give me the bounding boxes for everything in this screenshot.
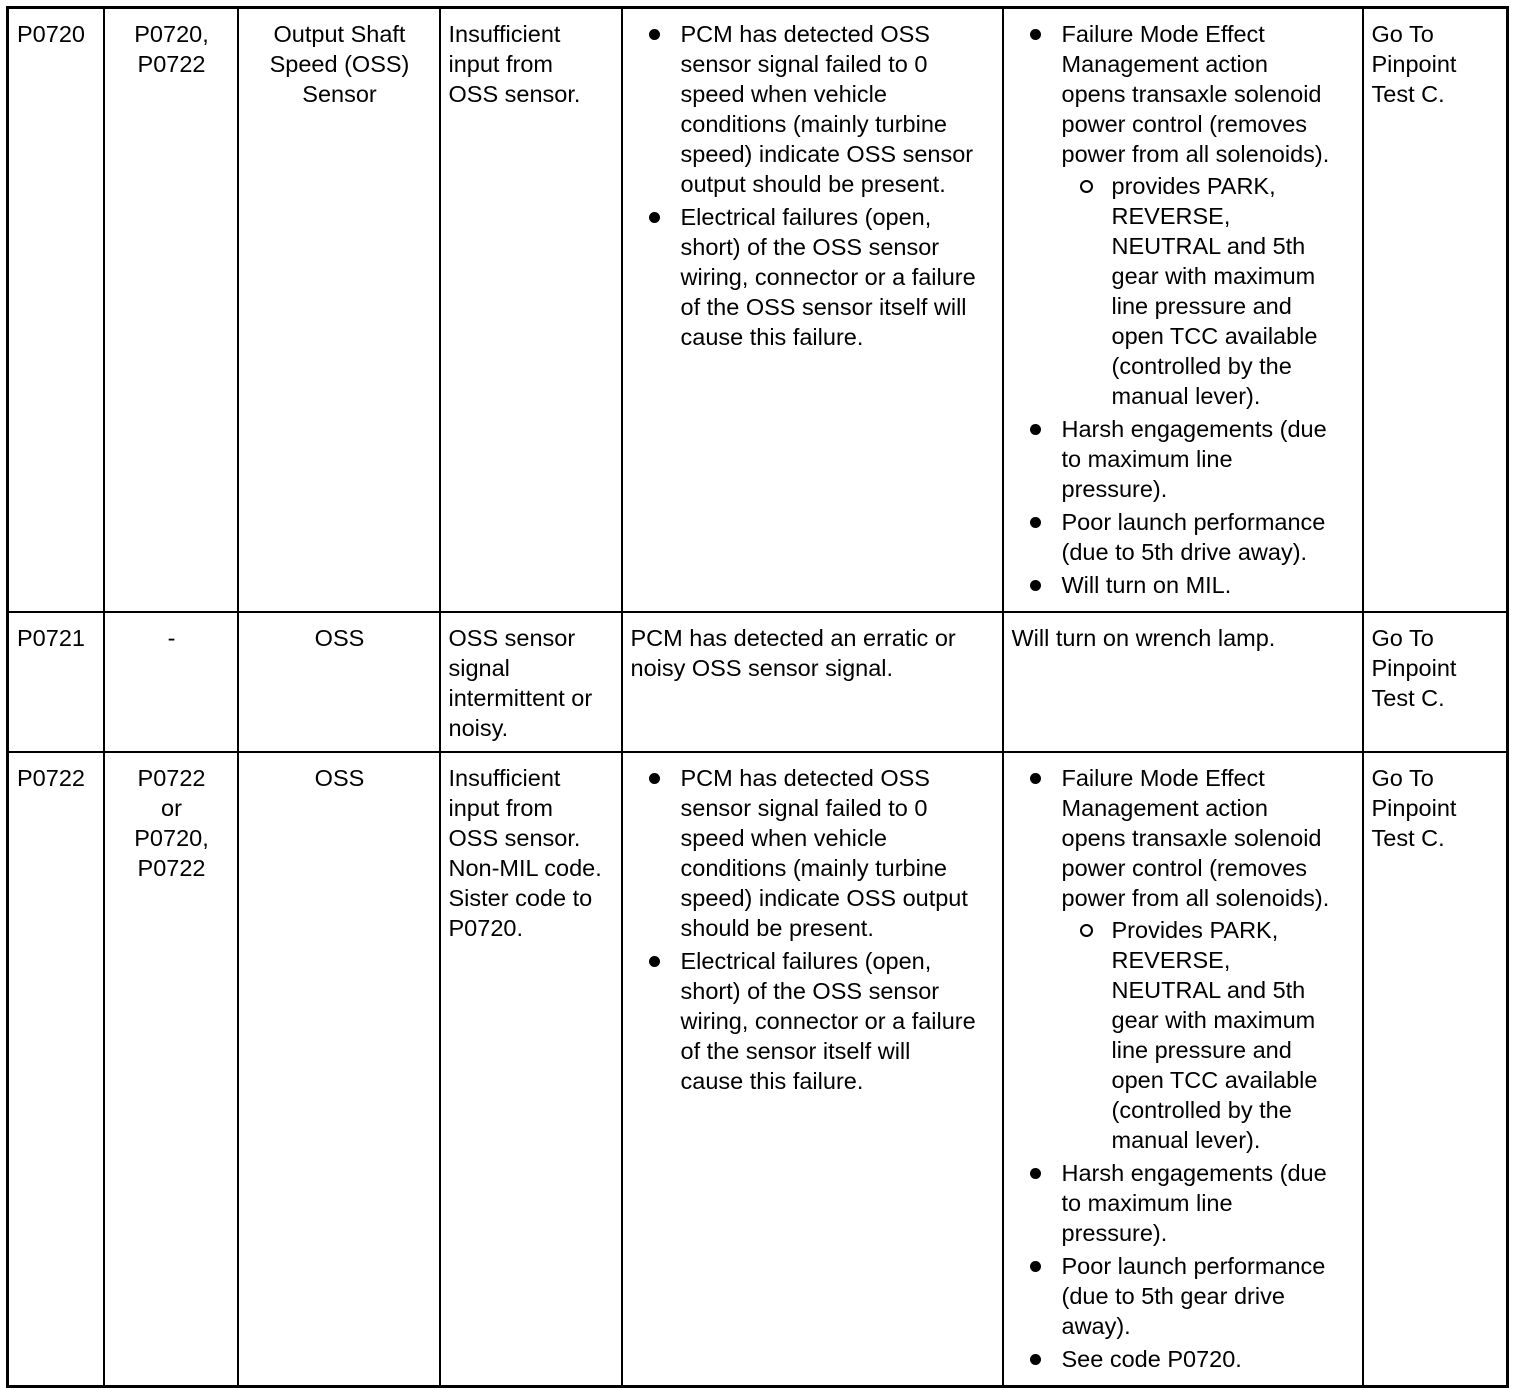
component-line: Speed (OSS) — [269, 51, 410, 77]
sub-bullet-list — [1062, 171, 1356, 411]
bullet-text-line: speed) indicate OSS sensor — [680, 141, 974, 167]
sub-bullet-text-line: NEUTRAL and 5th — [1111, 233, 1306, 259]
related-code-line: P0720, — [134, 825, 209, 851]
bullet-text-line: Harsh engagements (due — [1061, 1160, 1327, 1186]
sub-bullet-text-line: line pressure and — [1111, 1037, 1292, 1063]
component-cell — [238, 8, 440, 613]
related-codes-cell — [104, 8, 238, 613]
sub-bullet-text-line: REVERSE, — [1111, 947, 1231, 973]
bullet-text-line: to maximum line — [1061, 1190, 1233, 1216]
bullet-item — [631, 202, 996, 352]
description-line: Insufficient — [448, 21, 561, 47]
action-line: Pinpoint — [1371, 51, 1457, 77]
table-row — [8, 612, 1508, 752]
bullet-text-line: to maximum line — [1061, 446, 1233, 472]
component-cell — [238, 612, 440, 752]
component-cell — [238, 752, 440, 1387]
action-line: Test C. — [1371, 685, 1445, 711]
bullet-text-line: Management action — [1061, 795, 1268, 821]
sub-bullet-text-line: manual lever). — [1111, 1127, 1261, 1153]
bullet-text-line: speed) indicate OSS output — [680, 885, 968, 911]
bullet-text-line: Electrical failures (open, — [680, 948, 932, 974]
component-line: OSS — [314, 765, 365, 791]
sub-bullet-text-line: provides PARK, — [1111, 173, 1276, 199]
description-cell — [440, 612, 622, 752]
bullet-list — [1012, 19, 1356, 600]
bullet-text-line: power from all solenoids). — [1061, 885, 1330, 911]
bullet-text-line: speed when vehicle — [680, 81, 887, 107]
action-line: Go To — [1371, 625, 1434, 651]
bullet-text-line: wiring, connector or a failure — [680, 264, 976, 290]
bullet-text-line: Failure Mode Effect — [1061, 765, 1265, 791]
dtc-code: P0722 — [17, 765, 85, 791]
action-cell — [1363, 612, 1508, 752]
table-row — [8, 8, 1508, 613]
bullet-item — [631, 763, 996, 943]
dtc-code-cell — [8, 612, 104, 752]
action-line: Go To — [1371, 765, 1434, 791]
bullet-text-line: opens transaxle solenoid — [1061, 81, 1322, 107]
dtc-table — [6, 6, 1509, 1388]
sub-bullet-text-line: line pressure and — [1111, 293, 1292, 319]
sub-bullet-text-line: NEUTRAL and 5th — [1111, 977, 1306, 1003]
bullet-text-line: cause this failure. — [680, 1068, 864, 1094]
component-line: OSS — [314, 625, 365, 651]
bullet-item — [1012, 507, 1356, 567]
bullet-text-line: conditions (mainly turbine — [680, 855, 947, 881]
related-code-line: P0722 — [137, 51, 206, 77]
bullet-item — [1012, 763, 1356, 1155]
related-codes-cell — [104, 612, 238, 752]
sub-bullet-item — [1062, 171, 1356, 411]
sub-bullet-text-line: manual lever). — [1111, 383, 1261, 409]
bullet-item — [1012, 1344, 1356, 1374]
conditions-cell — [622, 8, 1003, 613]
description-line: signal — [448, 655, 510, 681]
bullet-text-line: conditions (mainly turbine — [680, 111, 947, 137]
symptoms-line: Will turn on wrench lamp. — [1011, 625, 1276, 651]
bullet-text-line: Will turn on MIL. — [1061, 572, 1232, 598]
bullet-text-line: of the OSS sensor itself will — [680, 294, 967, 320]
bullet-text-line: Electrical failures (open, — [680, 204, 932, 230]
bullet-text-line: pressure). — [1061, 476, 1168, 502]
description-line: intermittent or — [448, 685, 593, 711]
bullet-item — [631, 946, 996, 1096]
dtc-code: P0721 — [17, 625, 85, 651]
bullet-text-line: pressure). — [1061, 1220, 1168, 1246]
bullet-text-line: See code P0720. — [1061, 1346, 1242, 1372]
bullet-text-line: away). — [1061, 1313, 1131, 1339]
description-line: OSS sensor — [448, 625, 576, 651]
sub-bullet-text-line: REVERSE, — [1111, 203, 1231, 229]
symptoms-cell — [1003, 8, 1363, 613]
bullet-text-line: of the sensor itself will — [680, 1038, 911, 1064]
bullet-text-line: opens transaxle solenoid — [1061, 825, 1322, 851]
bullet-text-line: Management action — [1061, 51, 1268, 77]
description-line: OSS sensor. — [448, 825, 581, 851]
description-line: input from — [448, 51, 553, 77]
conditions-line: PCM has detected an erratic or — [630, 625, 956, 651]
bullet-text-line: (due to 5th gear drive — [1061, 1283, 1285, 1309]
related-code-line: P0720, — [134, 21, 209, 47]
description-line: P0720. — [448, 915, 523, 941]
dtc-code-cell — [8, 752, 104, 1387]
bullet-text-line: Poor launch performance — [1061, 1253, 1326, 1279]
bullet-text-line: power from all solenoids). — [1061, 141, 1330, 167]
sub-bullet-list — [1062, 915, 1356, 1155]
bullet-text-line: sensor signal failed to 0 — [680, 795, 928, 821]
bullet-text-line: Harsh engagements (due — [1061, 416, 1327, 442]
sub-bullet-text-line: (controlled by the — [1111, 1097, 1292, 1123]
bullet-item — [1012, 414, 1356, 504]
sub-bullet-text-line: Provides PARK, — [1111, 917, 1279, 943]
bullet-text-line: short) of the OSS sensor — [680, 234, 940, 260]
related-code-line: P0722 — [137, 855, 206, 881]
conditions-cell — [622, 612, 1003, 752]
table-row — [8, 752, 1508, 1387]
action-cell — [1363, 752, 1508, 1387]
bullet-item — [631, 19, 996, 199]
bullet-text-line: speed when vehicle — [680, 825, 887, 851]
bullet-text-line: wiring, connector or a failure — [680, 1008, 976, 1034]
bullet-text-line: cause this failure. — [680, 324, 864, 350]
related-code-line: or — [161, 795, 182, 821]
bullet-item — [1012, 1251, 1356, 1341]
sub-bullet-text-line: gear with maximum — [1111, 263, 1316, 289]
bullet-text-line: power control (removes — [1061, 111, 1308, 137]
bullet-text-line: should be present. — [680, 915, 874, 941]
bullet-text-line: sensor signal failed to 0 — [680, 51, 928, 77]
bullet-text-line: power control (removes — [1061, 855, 1308, 881]
bullet-text-line: Failure Mode Effect — [1061, 21, 1265, 47]
action-line: Test C. — [1371, 81, 1445, 107]
description-line: Non-MIL code. — [448, 855, 602, 881]
bullet-text-line: Poor launch performance — [1061, 509, 1326, 535]
component-line: Output Shaft — [273, 21, 406, 47]
description-cell — [440, 752, 622, 1387]
bullet-item — [1012, 19, 1356, 411]
action-line: Pinpoint — [1371, 795, 1457, 821]
sub-bullet-item — [1062, 915, 1356, 1155]
bullet-list — [631, 19, 996, 352]
related-code-line: P0722 — [137, 765, 206, 791]
description-cell — [440, 8, 622, 613]
conditions-line: noisy OSS sensor signal. — [630, 655, 894, 681]
bullet-item — [1012, 570, 1356, 600]
conditions-cell — [622, 752, 1003, 1387]
bullet-text-line: short) of the OSS sensor — [680, 978, 940, 1004]
related-codes-cell — [104, 752, 238, 1387]
bullet-list — [1012, 763, 1356, 1374]
component-line: Sensor — [302, 81, 377, 107]
bullet-item — [1012, 1158, 1356, 1248]
description-line: noisy. — [448, 715, 509, 741]
dtc-table-body — [8, 8, 1508, 1387]
description-line: OSS sensor. — [448, 81, 581, 107]
action-line: Go To — [1371, 21, 1434, 47]
bullet-text-line: (due to 5th drive away). — [1061, 539, 1308, 565]
action-cell — [1363, 8, 1508, 613]
description-line: Insufficient — [448, 765, 561, 791]
bullet-list — [631, 763, 996, 1096]
description-line: Sister code to — [448, 885, 593, 911]
description-line: input from — [448, 795, 553, 821]
related-code-line: - — [167, 625, 176, 651]
sub-bullet-text-line: open TCC available — [1111, 323, 1318, 349]
dtc-code: P0720 — [17, 21, 85, 47]
bullet-text-line: PCM has detected OSS — [680, 765, 930, 791]
bullet-text-line: PCM has detected OSS — [680, 21, 930, 47]
dtc-code-cell — [8, 8, 104, 613]
sub-bullet-text-line: (controlled by the — [1111, 353, 1292, 379]
bullet-text-line: output should be present. — [680, 171, 946, 197]
sub-bullet-text-line: open TCC available — [1111, 1067, 1318, 1093]
symptoms-cell — [1003, 612, 1363, 752]
symptoms-cell — [1003, 752, 1363, 1387]
action-line: Test C. — [1371, 825, 1445, 851]
sub-bullet-text-line: gear with maximum — [1111, 1007, 1316, 1033]
action-line: Pinpoint — [1371, 655, 1457, 681]
